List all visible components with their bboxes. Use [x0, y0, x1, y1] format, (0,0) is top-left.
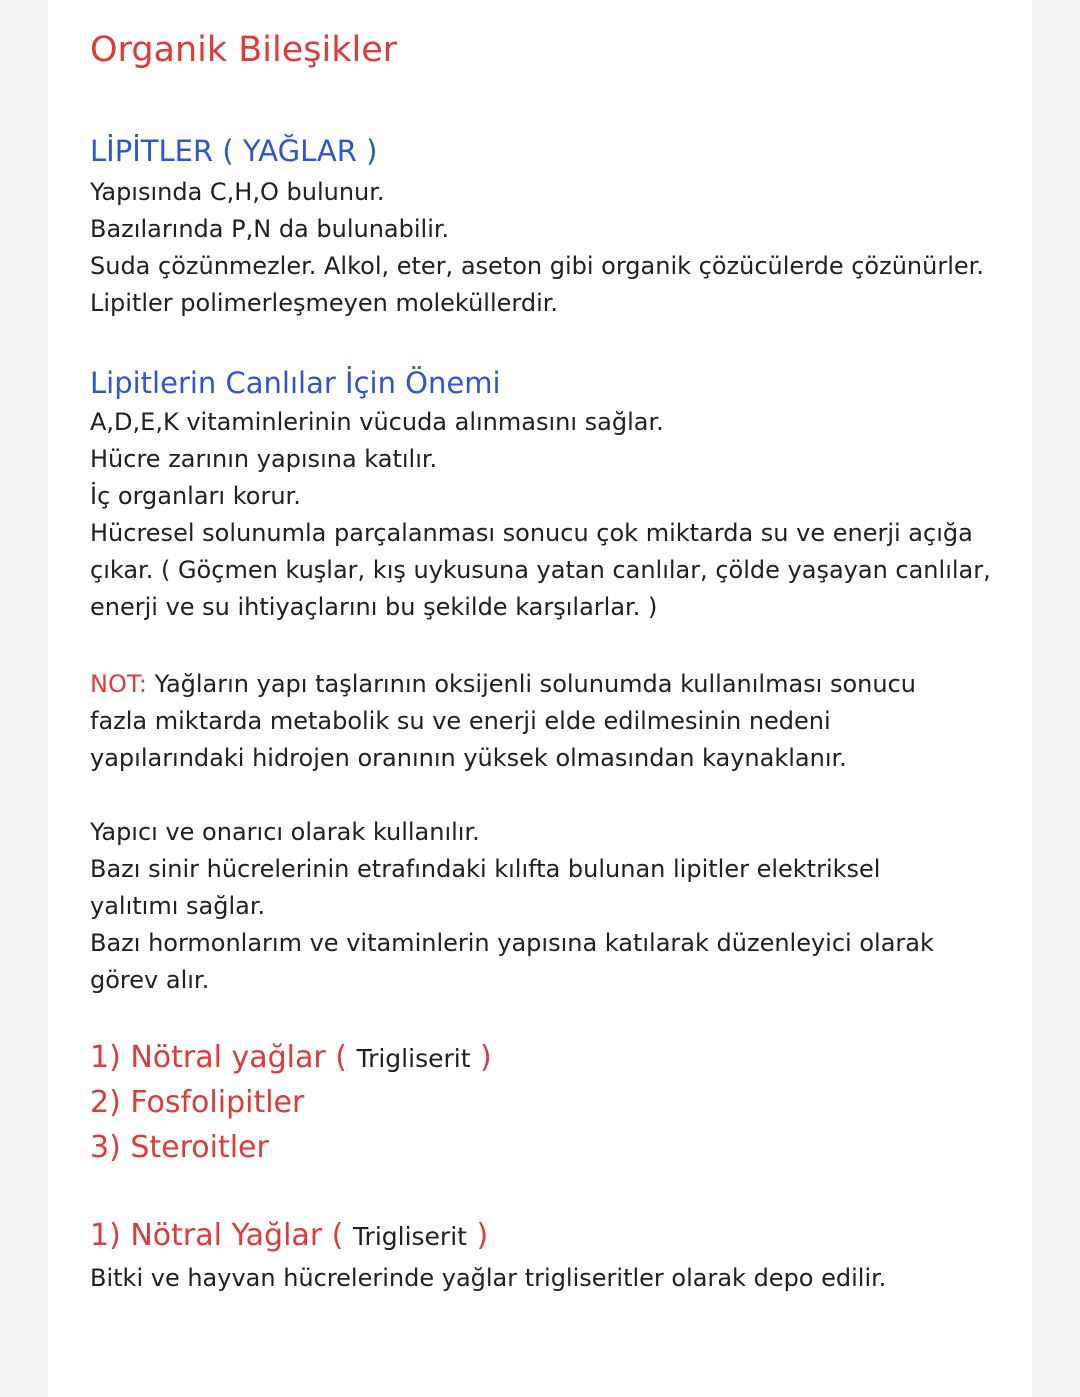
neutral-fats-line: Bitki ve hayvan hücrelerinde yağlar trigliseritler olarak depo edilir.	[90, 1264, 887, 1292]
type-item-inner: Trigliserit	[356, 1044, 471, 1073]
page-title: Organik Bileşikler	[90, 30, 398, 70]
type-item-label: 1) Nötral yağlar (	[90, 1040, 357, 1075]
lipids-heading: LİPİTLER ( YAĞLAR )	[90, 134, 378, 168]
lipids-line: Yapısında C,H,O bulunur.	[90, 178, 385, 206]
neutral-heading-label: 1) Nötral Yağlar (	[90, 1218, 353, 1253]
importance-line: Hücresel solunumla parçalanması sonucu çok miktarda su ve enerji açığa	[90, 519, 973, 547]
importance-heading: Lipitlerin Canlılar İçin Önemi	[90, 366, 501, 400]
note-label: NOT:	[90, 670, 147, 698]
type-item-steroids: 3) Steroitler	[90, 1130, 269, 1165]
more-line: Bazı sinir hücrelerinin etrafındaki kılıfta bulunan lipitler elektriksel	[90, 855, 881, 883]
more-line: yalıtımı sağlar.	[90, 892, 266, 920]
lipids-line: Lipitler polimerleşmeyen moleküllerdir.	[90, 289, 559, 317]
more-line: görev alır.	[90, 966, 210, 994]
more-line: Bazı hormonlarım ve vitaminlerin yapısına katılarak düzenleyici olarak	[90, 929, 934, 957]
importance-line: A,D,E,K vitaminlerinin vücuda alınmasını sağlar.	[90, 408, 664, 436]
note-line	[90, 670, 916, 698]
neutral-fats-heading	[90, 1218, 488, 1253]
lipids-line: Suda çözünmezler. Alkol, eter, aseton gibi organik çözücülerde çözünürler.	[90, 252, 984, 280]
note-line: fazla miktarda metabolik su ve enerji elde edilmesinin nedeni	[90, 707, 831, 735]
document-page	[48, 0, 1032, 1397]
importance-line: çıkar. ( Göçmen kuşlar, kış uykusuna yatan canlılar, çölde yaşayan canlılar,	[90, 556, 991, 584]
note-text: Yağların yapı taşlarının oksijenli solunumda kullanılması sonucu	[146, 670, 916, 698]
type-item-suffix: )	[470, 1040, 492, 1075]
type-item-neutral-fats	[90, 1040, 492, 1075]
note-line: yapılarındaki hidrojen oranının yüksek olmasından kaynaklanır.	[90, 744, 847, 772]
importance-line: enerji ve su ihtiyaçlarını bu şekilde karşılarlar. )	[90, 593, 658, 621]
neutral-heading-suffix: )	[466, 1218, 489, 1253]
neutral-heading-inner: Trigliserit	[352, 1222, 467, 1251]
importance-line: İç organları korur.	[90, 482, 301, 510]
more-line: Yapıcı ve onarıcı olarak kullanılır.	[90, 818, 480, 846]
lipids-line: Bazılarında P,N da bulunabilir.	[90, 215, 450, 243]
importance-line: Hücre zarının yapısına katılır.	[90, 445, 438, 473]
type-item-phospholipids: 2) Fosfolipitler	[90, 1085, 305, 1120]
